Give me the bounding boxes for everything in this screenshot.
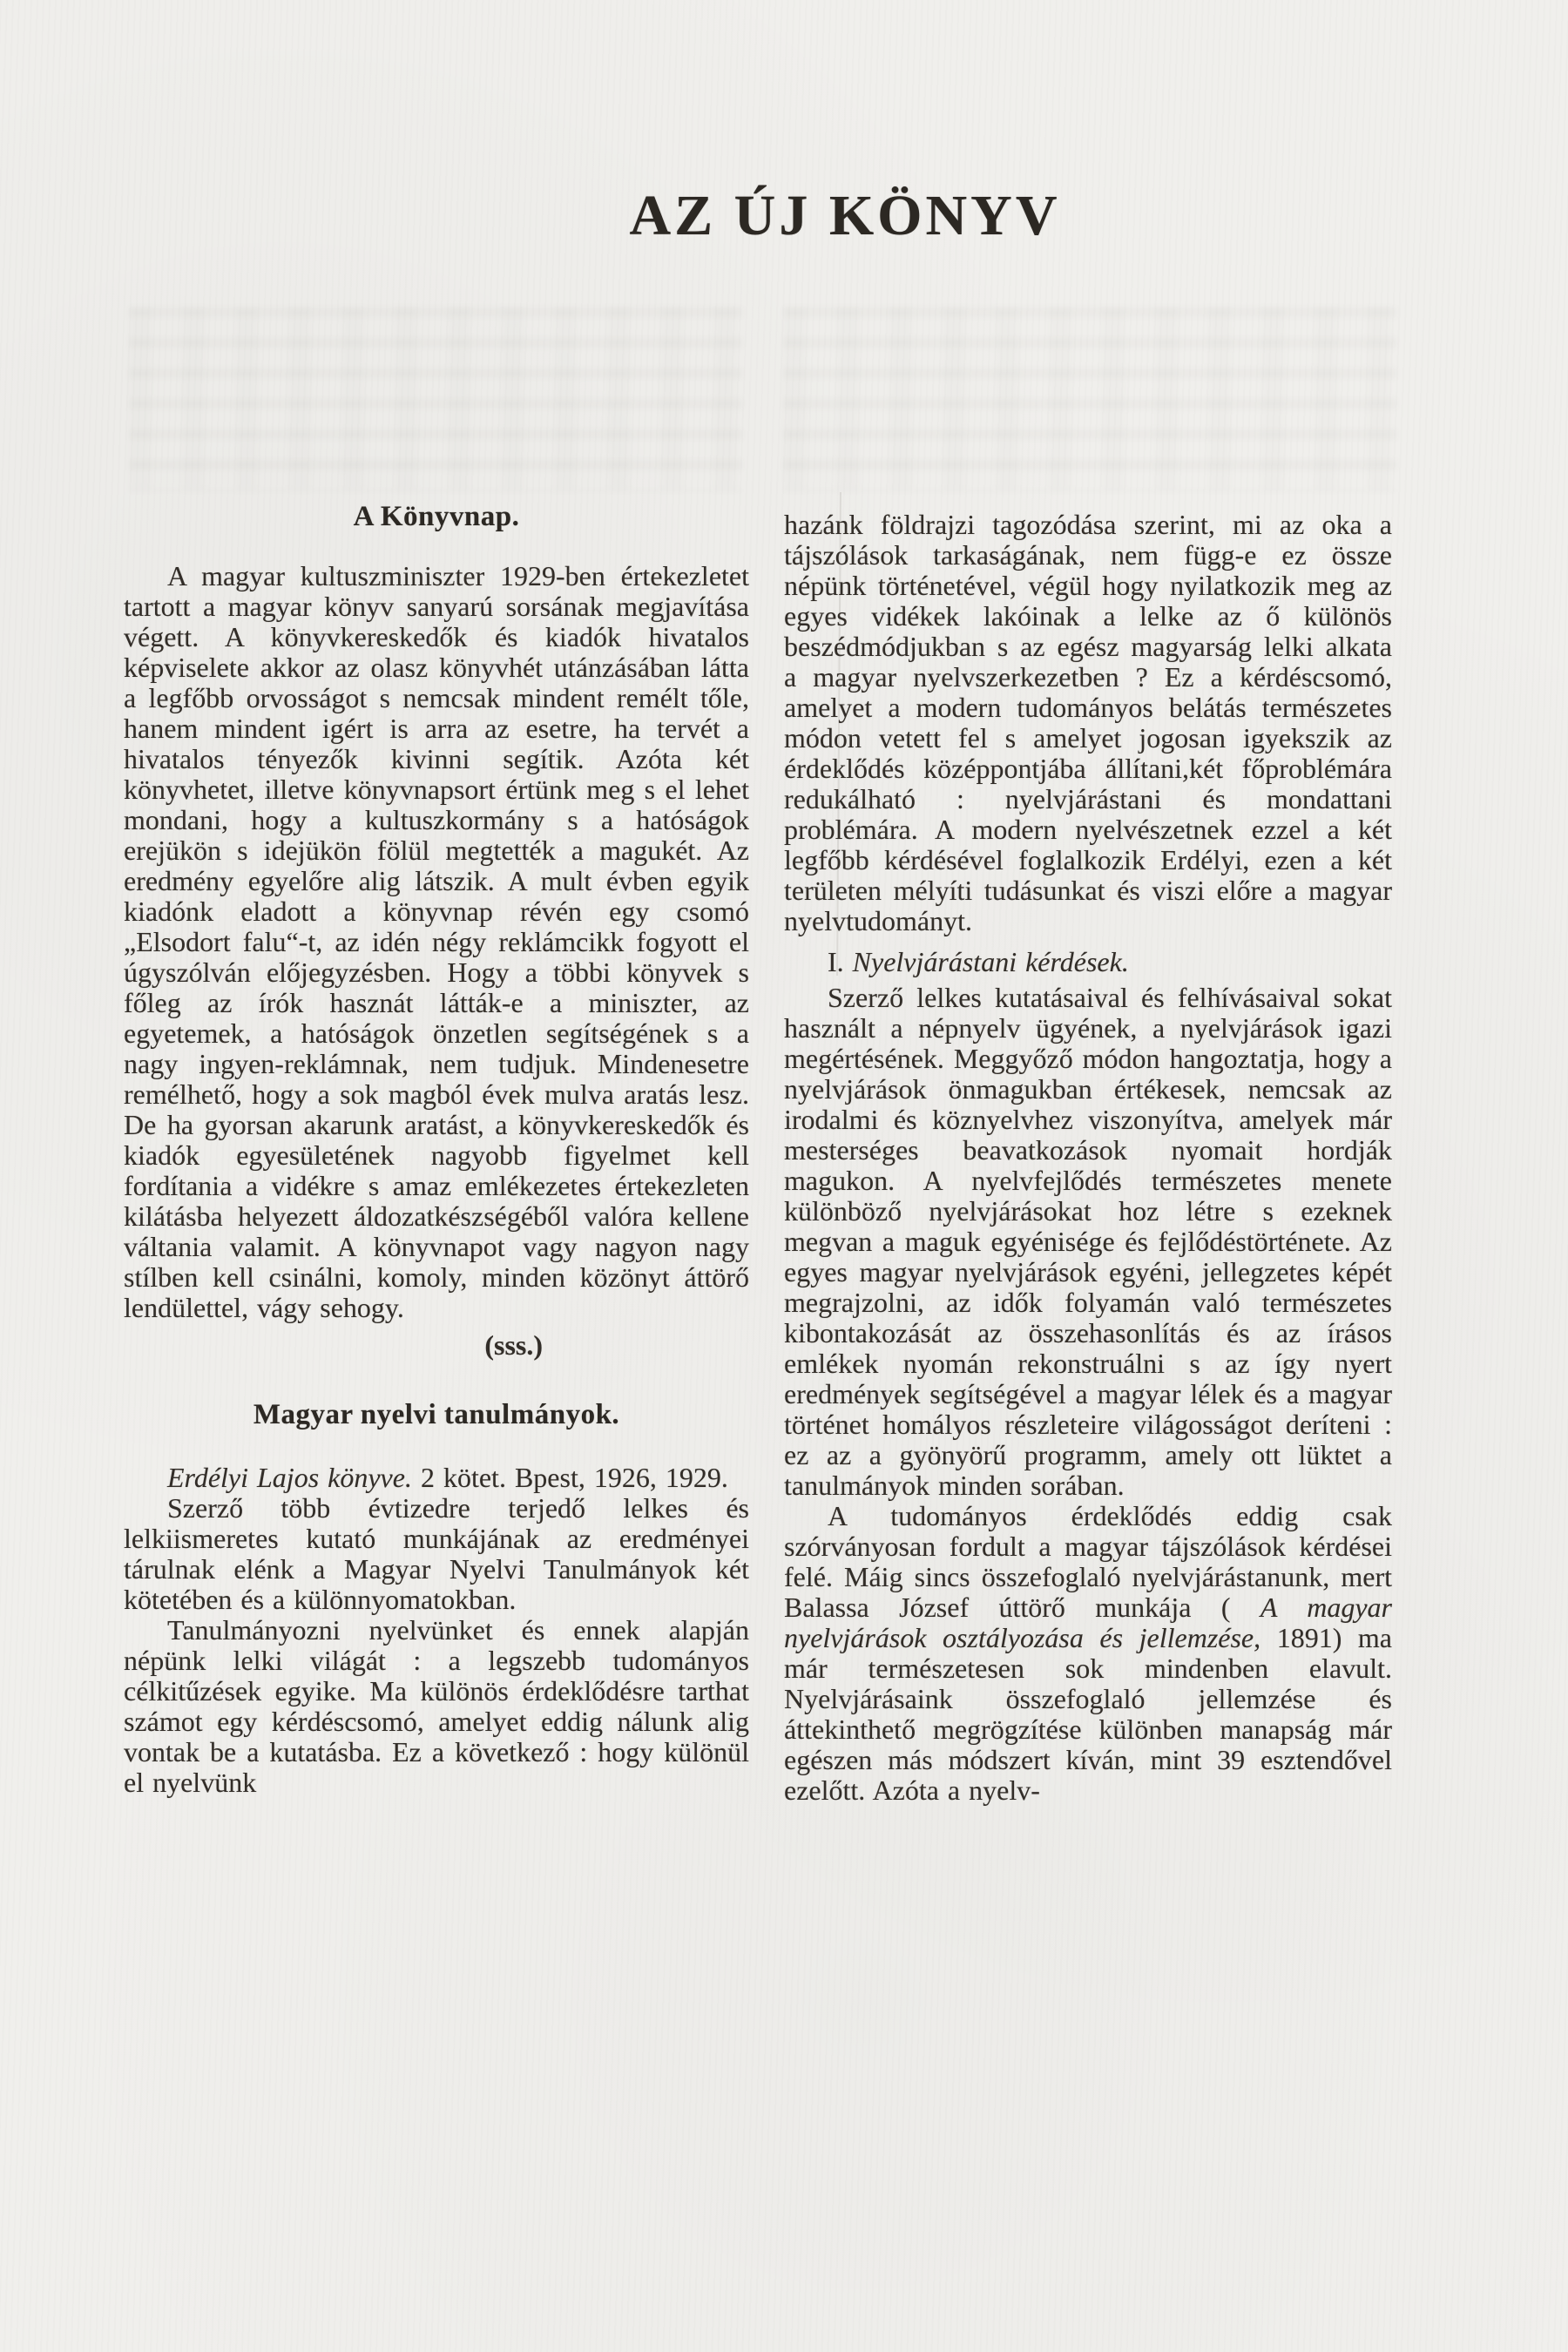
article2-paragraph-2: Tanulmányozni nyelvünket és ennek alapján népünk lelki világát : a legszebb tudományos célkitűzések egyike. Ma különös érdeklődésre tarthat számot egy kérdéscsomó, amelyet eddig nálunk alig vontak be a kutatásba. Ez a következő : hogy különül el nyelvünk (124, 1614, 749, 1798)
right-column (784, 501, 1392, 1806)
text-columns (124, 501, 1568, 1806)
continuation-paragraph: hazánk földrajzi tagozódása szerint, mi az oka a tájszólások tarkaságának, nem függ-e ez össze népünk történetével, végül hogy nyilatkozik meg az egyes vidékek lakóinak a lelke az ő különös beszédmódjukban s az egész magyarság lelki alkata a magyar nyelvszerkezetben ? Ez a kérdéscsomó, amelyet a modern tudományos belátás természetes módon vetett fel s amelyet jogosan igyekszik az érdeklődés középpontjába állítani,két főproblémára redukálható : nyelvjárástani és mondattani problémára. A modern nyelvészetnek ezzel a két legfőbb kérdésével foglalkozik Erdélyi, ezen a két területen mélyíti tudásunkat és viszi előre a magyar nyelvtudományt. (784, 509, 1392, 936)
section-heading (784, 947, 1392, 977)
para2-lead: A tudományos érdeklődés eddig csak szórványosan fordult a magyar tájszólások kérdései felé. Máig sincs összefoglaló nyelvjárástanunk, mert Balassa József úttörő munkája ( (784, 1500, 1392, 1623)
section-title: Nyelvjárástani kérdések. (852, 946, 1129, 977)
para2-cited-work-title: A magyar nyelvjárások osztályozása és jellemzése, (784, 1592, 1393, 1653)
bleed-through-left (129, 307, 743, 491)
biblio-author-work: Erdélyi Lajos könyve. (167, 1462, 412, 1493)
article2-bibliography (124, 1463, 749, 1493)
page-title: AZ ÚJ KÖNYV (629, 184, 1061, 247)
article1-heading: A Könyvnap. (353, 501, 520, 532)
biblio-details: 2 kötet. Bpest, 1926, 1929. (411, 1462, 728, 1493)
article2-heading: Magyar nyelvi tanulmányok. (253, 1399, 620, 1430)
bleed-through-right (783, 307, 1397, 491)
section-paragraph-2 (784, 1501, 1392, 1806)
left-column (124, 501, 749, 1806)
para2-tail: 1891) ma már természetesen sok mindenben elavult. Nyelvjárásaink összefoglaló jellemzése és áttekinthető megrögzítése különben manapság már egészen más módszert kíván, mint 39 esztendővel ezelőtt. Azóta a nyelv- (784, 1622, 1393, 1806)
article2-paragraph-1: Szerző több évtizedre terjedő lelkes és lelkiismeretes kutató munkájának az eredményei tárulnak elénk a Magyar Nyelvi Tanulmányok két kötetében és a különnyomatokban. (124, 1492, 749, 1615)
article1-signature: (sss.) (484, 1329, 543, 1361)
section-paragraph-1: Szerző lelkes kutatásaival és felhívásaival sokat használt a népnyelv ügyének, a nyelvjárások igazi megértésének. Meggyőző módon hangoztatja, hogy a nyelvjárások önmagukban értékesek, nemcsak az irodalmi és köznyelvhez viszonyítva, amelyek már mesterséges beavatkozások nyomait hordják magukon. A nyelvfejlődés természetes menete különböző nyelvjárásokat hoz létre s ezeknek megvan a maguk egyénisége és fejlődéstörténete. Az egyes magyar nyelvjárások egyéni, jellegzetes képét megrajzolni, az idők folyamán való természetes kibontakozását az összehasonlítás és az írásos emlékek nyomán rekonstruálni s az így nyert eredmények segítségével a magyar lélek és a magyar történet homályos részleteire világosságot deríteni : ez az a gyönyörű programm, amely ott lüktet a tanulmányok minden sorában. (784, 982, 1392, 1501)
bleed-through-ghost (129, 307, 1397, 491)
article1-body: A magyar kultuszminiszter 1929-ben értekezletet tartott a magyar könyv sanyarú sorsának megjavítása végett. A könyvkereskedők és kiadók hivatalos képviselete akkor az olasz könyvhét utánzásában látta a legfőbb orvosságot s nemcsak mindent remélt tőle, hanem mindent igért is arra az esetre, ha tervét a hivatalos tényezők kivinni segítik. Azóta két könyvhetet, illetve könyvnapsort értünk meg s el lehet mondani, hogy a kultuszkormány s a hatóságok erejükön s idejükön fölül megtették a magukét. Az eredmény egyelőre alig látszik. A mult évben egyik kiadónk eladott a könyvnap révén egy csomó „Elsodort falu“-t, az idén négy reklámcikk fogyott el úgyszólván előjegyzésben. Hogy a többi könyvek s főleg az írók hasznát látták-e a miniszter, az egyetemek, a hatóságok önzetlen segítségének s a nagy ingyen-reklámnak, nem tudjuk. Mindenesetre remélhető, hogy a sok magból évek mulva aratás lesz. De ha gyorsan akarunk aratást, a könyvkereskedők és kiadók egyesületének nagyobb figyelmet kell fordítania a vidékre s amaz emlékezetes értekezleten kilátásba helyezett áldozatkészségéből valóra kellene váltania valamit. A könyvnapot vagy nagyon nagy stílben kell csinálni, komoly, minden közönyt áttörő lendülettel, vágy sehogy. (124, 560, 749, 1323)
section-number: I. (828, 946, 853, 977)
